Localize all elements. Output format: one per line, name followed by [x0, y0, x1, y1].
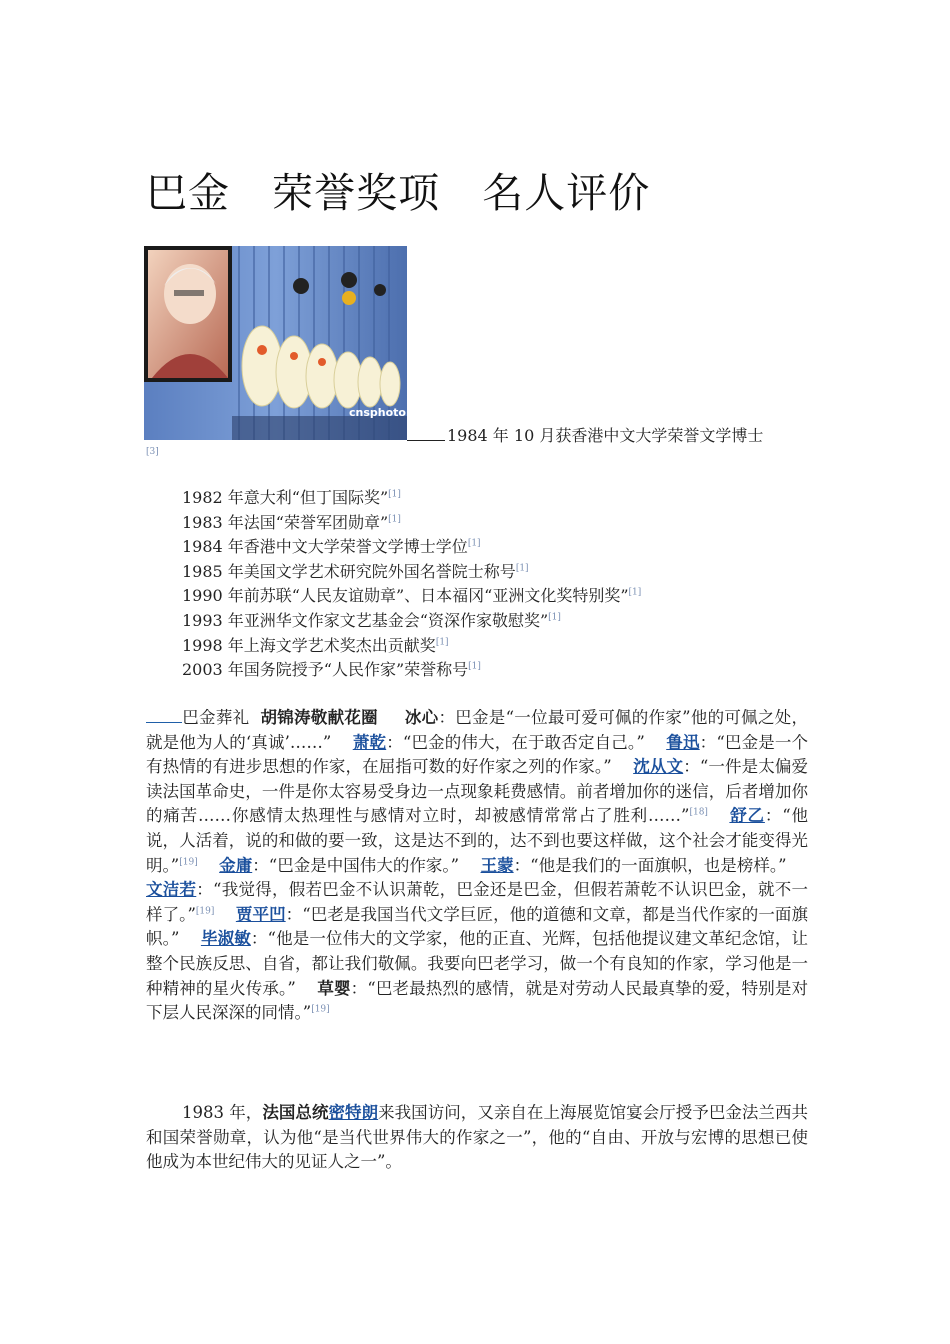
award-text: 1983 年法国“荣誉军团勋章”	[182, 512, 389, 532]
person-name[interactable]: 贾平凹	[235, 904, 286, 924]
quote-citation[interactable]: [18]	[689, 807, 708, 818]
award-citation[interactable]: [1]	[628, 588, 642, 599]
award-citation[interactable]: [1]	[435, 637, 449, 648]
person-name[interactable]: 王蒙	[480, 855, 514, 875]
quote-text: ：“一件是太偏爱读法国革命史，一件是你太容易受身边一点现象耗费感情。前者增加你的迷信，后者增加你的痛苦……你感情太热理性与感情对立时，却被感情常常占了胜利……”	[146, 757, 809, 826]
awards-list	[182, 486, 641, 683]
award-item	[182, 609, 641, 634]
quote-text: ：“巴金是中国伟大的作家。”	[252, 855, 460, 875]
quote-text: ：“巴老最热烈的感情，就是对劳动人民最真挚的爱，特别是对下层人民深深的同情。”	[146, 978, 809, 1023]
award-text: 1990 年前苏联“人民友谊勋章”、日本福冈“亚洲文化奖特别奖”	[182, 586, 629, 606]
page-title: 巴金 荣誉奖项 名人评价	[146, 169, 651, 217]
award-item	[182, 511, 641, 536]
award-citation[interactable]: [1]	[548, 612, 561, 623]
award-item	[182, 535, 641, 560]
caption-citation[interactable]: [3]	[146, 447, 159, 457]
quotes-underline	[146, 722, 182, 723]
quote-text: ：“他是一位伟大的文学家，他的正直、光辉，包括他提议建文革纪念馆，让整个民族反思、自省，都让我们敬佩。我要向巴老学习，做一个有良知的作家，学习他是一种精神的星火传承。”	[146, 929, 809, 998]
photo-caption	[407, 423, 763, 446]
closing-prefix: 1983 年，	[182, 1103, 263, 1122]
closing-rest: 来我国访问，又亲自在上海展览馆宴会厅授予巴金法兰西共和国荣誉勋章，认为他“是当代世界伟大的作家之一”，他的“自由、开放与宏博的思想已使他成为本世纪伟大的见证人之一”。	[146, 1103, 809, 1172]
person-name[interactable]: 金庸	[219, 855, 253, 875]
funeral-photo	[144, 246, 407, 440]
closing-bold: 法国总统	[262, 1103, 329, 1122]
quote-text: ：巴金是“一位最可爱可佩的作家”他的可佩之处，就是他为人的‘真诚’……”	[146, 708, 809, 752]
quotes-paragraph	[146, 706, 808, 1026]
award-citation[interactable]: [1]	[467, 538, 481, 549]
quote-text: ：“巴金的伟大，在于敢否定自己。”	[386, 732, 645, 752]
award-text: 1984 年香港中文大学荣誉文学博士学位	[182, 537, 468, 557]
photo-watermark: cnsphoto	[349, 406, 406, 419]
person-name[interactable]: 文洁若	[146, 880, 197, 900]
award-text: 1985 年美国文学艺术研究院外国名誉院士称号	[182, 561, 516, 581]
closing-paragraph	[146, 1101, 808, 1175]
person-name: 冰心	[404, 708, 439, 727]
quote-text: ：“巴金是一个有热情的有进步思想的作家，在屈指可数的好作家之列的作家。”	[146, 732, 809, 777]
quote-citation[interactable]: [19]	[311, 1004, 330, 1015]
award-citation[interactable]: [1]	[515, 563, 529, 574]
award-text: 2003 年国务院授予“人民作家”荣誉称号	[182, 660, 469, 680]
mitterrand-link[interactable]: 密特朗	[328, 1103, 379, 1122]
person-name[interactable]: 舒乙	[729, 806, 765, 826]
person-name[interactable]: 毕淑敏	[200, 929, 251, 949]
person-name[interactable]: 沈从文	[633, 757, 684, 777]
award-citation[interactable]: [1]	[388, 514, 401, 525]
person-name: 草婴	[317, 978, 351, 998]
award-item	[182, 560, 641, 585]
award-text: 1982 年意大利“但丁国际奖”	[182, 488, 389, 507]
caption-underline	[407, 440, 445, 441]
quotes-lead-text: 巴金葬礼	[182, 708, 250, 727]
quotes-lead-bold[interactable]: 胡锦涛敬献花圈	[260, 708, 378, 727]
award-citation[interactable]: [1]	[468, 661, 481, 672]
award-citation[interactable]: [1]	[388, 489, 401, 500]
photo-caption-text: 1984 年 10 月获香港中文大学荣誉文学博士	[447, 426, 764, 445]
award-text: 1998 年上海文学艺术奖杰出贡献奖	[182, 635, 436, 655]
quote-citation[interactable]: [19]	[195, 906, 215, 917]
award-item	[182, 584, 641, 609]
award-item	[182, 486, 641, 511]
quote-text: ：“他是我们的一面旗帜，也是榜样。”	[513, 855, 787, 875]
quote-citation[interactable]: [19]	[179, 857, 198, 868]
person-name[interactable]: 鲁迅	[666, 732, 700, 752]
quote-text: ：“我觉得，假若巴金不认识萧乾，巴金还是巴金，但假若萧乾不认识巴金，就不一样了。”	[146, 880, 809, 924]
award-text: 1993 年亚洲华文作家文艺基金会“资深作家敬慰奖”	[182, 610, 549, 630]
quote-text: ：“巴老是我国当代文学巨匠，他的道德和文章，都是当代作家的一面旗帜。”	[146, 904, 809, 949]
award-item	[182, 634, 641, 659]
award-item	[182, 658, 641, 683]
quote-text: ：“他说，人活着，说的和做的要一致，这是达不到的，达不到也要这样做，这个社会才能变得光明。”	[146, 806, 809, 875]
person-name[interactable]: 萧乾	[352, 732, 387, 752]
